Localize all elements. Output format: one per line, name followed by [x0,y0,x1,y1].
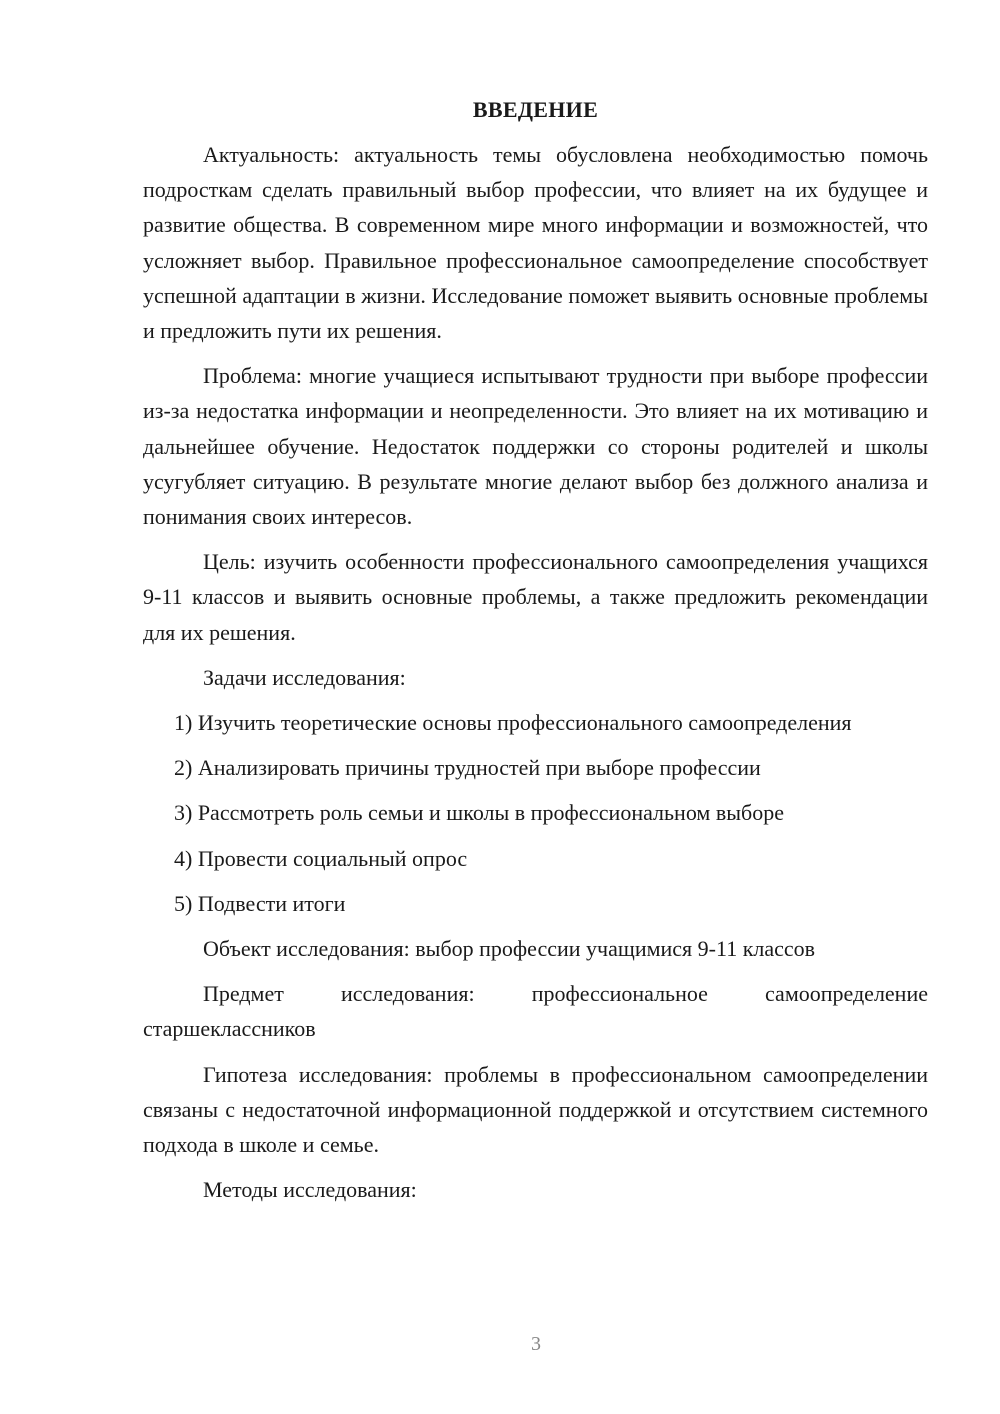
task-item-5: 5) Подвести итоги [174,890,346,916]
page-content [143,95,928,1217]
paragraph-hypothesis: Гипотеза исследования: проблемы в профессиональном самоопределении связаны с недостаточной информационной поддержкой и отсутствием системного подхода в школе и семье. [143,1061,928,1158]
task-item-3: 3) Рассмотреть роль семьи и школы в профессиональном выборе [174,800,784,826]
task-item-1: 1) Изучить теоретические основы профессионального самоопределения [174,710,852,736]
task-item-4: 4) Провести социальный опрос [174,845,468,871]
task-item-2: 2) Анализировать причины трудностей при выборе профессии [174,755,761,781]
page-number: 3 [531,1333,541,1355]
section-title: ВВЕДЕНИЕ [472,97,599,122]
tasks-heading: Задачи исследования: [203,664,406,690]
paragraph-relevance: Актуальность: актуальность темы обусловлена необходимостью помочь подросткам сделать правильный выбор профессии, что влияет на их будущее и развитие общества. В современном мире много информации и возможностей, что усложняет выбор. Правильное профессиональное самоопределение способствует успешной адаптации в жизни. Исследование поможет выявить основные проблемы и предложить пути их решения. [143,142,928,344]
paragraph-goal: Цель: изучить особенности профессионального самоопределения учащихся 9-11 классов и выявить основные проблемы, а также предложить рекомендации для их решения. [143,549,928,645]
paragraph-object: Объект исследования: выбор профессии учащимися 9-11 классов [203,936,816,962]
methods-heading: Методы исследования: [203,1177,417,1203]
paragraph-subject: Предмет исследования: профессиональное самоопределение старшеклассников [143,981,928,1042]
paragraph-problem: Проблема: многие учащиеся испытывают трудности при выборе профессии из-за недостатка информации и неопределенности. Это влияет на их мотивацию и дальнейшее обучение. Недостаток поддержки со стороны родителей и школы усугубляет ситуацию. В результате многие делают выбор без должного анализа и понимания своих интересов. [143,363,928,530]
